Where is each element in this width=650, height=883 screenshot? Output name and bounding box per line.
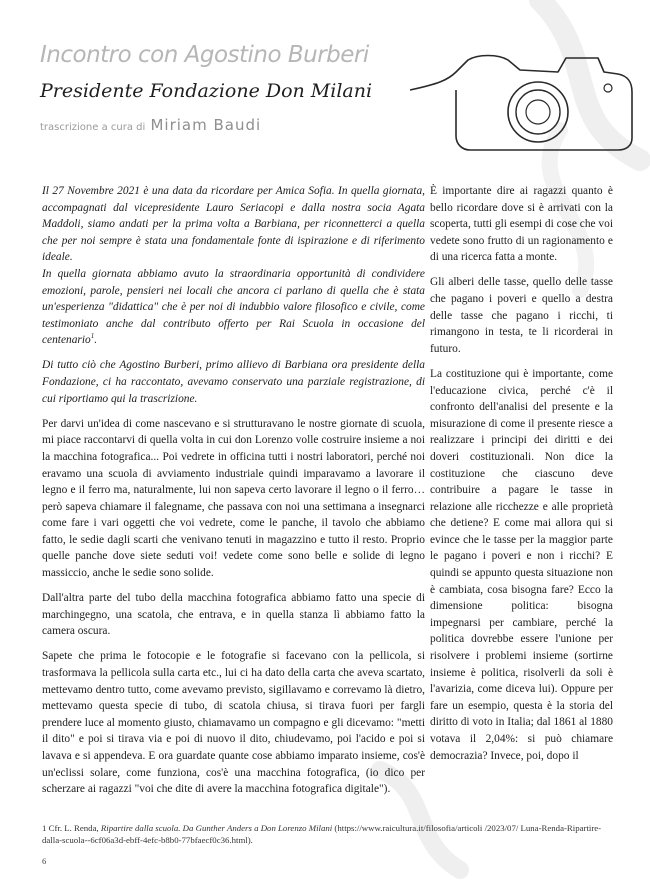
credit-prefix: trascrizione a cura di (40, 122, 146, 133)
intro-paragraph-2-end: . (94, 334, 98, 347)
intro-paragraph-2 (42, 266, 425, 349)
footnote-lead: 1 Cfr. L. Renda, (42, 823, 101, 833)
footnote-title: Ripartire dalla scuola. Da Gunther Anders a Don Lorenzo Milani (100, 823, 333, 833)
transcription-credit (40, 116, 261, 134)
footnote (42, 822, 612, 846)
page-number: 6 (42, 856, 47, 866)
intro-paragraph-1: Il 27 Novembre 2021 è una data da ricordare per Amica Sofia. In quella giornata, accompagnati dal vicepresidente Lauro Seriacopi e dalla nostra socia Agata Maddoli, siamo andati per la prima volta a Barbiana, per riconnetterci a quella che per noi sempre è stata una fondamentale fonte di ispirazione e di riferimento ideale. (42, 185, 425, 264)
right-paragraph-3: La costituzione qui è importante, come l'educazione civica, perché c'è il confronto dell'analisi del presente e la misurazione di come il presente riesce a realizzare i principi dei diritti e dei doveri costituzionali. Non dice la costituzione che ciascuno deve contribuire a pagare le tasse in relazione alle ricchezze e alle proprietà che detiene? E come mai allora qui si evince che le tasse per la maggior parte le pagano i poveri e non i ricchi? E quindi se appunto questa situazione non è cambiata, cosa bisogna fare? Ecco la dimensione politica: bisogna impegnarsi per cambiare, perché la politica dovrebbe essere l'unione per risolvere i problemi insieme (sortirne insieme è politica, risolverli da soli è l'avarizia, come diceva lui). Oppure per fare un esempio, questa è la storia del diritto di voto in Italia; dal 1861 al 1880 votava il 2,04%: si può chiamare democrazia? Invece, poi, dopo il (430, 367, 613, 762)
footnote-link: (https://www.raicultura.it/filosofia/articoli /2023/07/ Luna-Renda-Ripartire-dalla-scuola--6cf06a3d-ebff-4efc-b8b0-77bfaecf0c36.html). (42, 823, 602, 845)
body-paragraph-3: Sapete che prima le fotocopie e le fotografie si facevano con la pellicola, si trasformava la pellicola sulla carta etc., lui ci ha dato della carta che aveva scartato, mettevamo dentro tutto, come avevamo previsto, sigillavamo e correvamo là dietro, mettevamo questa specie di tubo, di scatola chiusa, si tirava fuori per fargli prendere luce al momento giusto, chiamavamo un compagno e gli dicevamo: "metti il dito" e poi si tirava via e poi di nuovo il dito, chiudevamo, poi l'acido e poi si lavava e si appendeva. E ora guardate quante cose abbiamo imparato insieme, cos'è un'eclissi solare, come funziona, cos'è una macchina fotografica, (io dico per scherzare ai ragazzi "voi che dite di avere la macchina fotografica digitale"). (42, 650, 425, 796)
body-paragraph-2: Dall'altra parte del tubo della macchina fotografica abbiamo fatto una specie di marchingegno, una scatola, che entrava, e in quella stanza lì abbiamo fatto la camera oscura. (42, 592, 425, 638)
right-column (430, 183, 613, 773)
intro-paragraph-3: Di tutto ciò che Agostino Burberi, primo allievo di Barbiana ora presidente della Fondazione, ci ha raccontato, avevamo conservato una parziale registrazione, di cui riportiamo qui la trascrizione. (42, 359, 425, 405)
right-paragraph-1: È importante dire ai ragazzi quanto è bello ricordare dove si è arrivati con la scoperta, tutti gli esempi di cose che voi vedete sono frutto di un ragionamento e di una ricerca fatta a monte. (430, 185, 613, 264)
article-title: Incontro con Agostino Burberi (40, 42, 369, 68)
intro-paragraph-2-text: In quella giornata abbiamo avuto la straordinaria opportunità di condividere emozioni, parole, pensieri nei locali che ancora ci parlano di quella che è stata un'esperienza "didattica" che è per noi di indubbio valore filosofico e civile, come testimoniato anche dal contributo offerto per Rai Scuola in occasione del centenario (42, 267, 425, 347)
article-subtitle: Presidente Fondazione Don Milani (40, 80, 373, 102)
body-paragraph-1: Per darvi un'idea di come nascevano e si strutturavano le nostre giornate di scuola, mi piace raccontarvi di quella volta in cui don Lorenzo volle costruire insieme a noi la macchina fotografica... Poi vedrete in officina tutti i nostri laboratori, perché noi eravamo una scuola di avviamento industriale quindi imparavamo a lavorare il legno e il ferro ma, naturalmente, lui non sapeva certo lavorare il legno o il ferro… però sapeva chiamare il falegname, che passava con noi una settimana a insegnarci come fare i vari oggetti che voi vedrete, come le panche, il tavolo che abbiamo fatto, le sedie dagli scarti che venivano tenuti in magazzino e tutto il resto. Proprio quelle panche dove siete seduti voi! vedete come sono belle e solide di legno massiccio, anche le sedie sono solide. (42, 417, 425, 580)
camera-line-icon (408, 20, 640, 160)
credit-name: Miriam Baudi (150, 116, 262, 134)
right-paragraph-2: Gli alberi delle tasse, quello delle tasse che pagano i poveri e quello a destra delle tasse che pagano i ricchi, ti rimangono in testa, te li ricorderai in futuro. (430, 276, 613, 355)
left-column (42, 183, 425, 806)
footnote-reference: 1 (90, 332, 95, 341)
